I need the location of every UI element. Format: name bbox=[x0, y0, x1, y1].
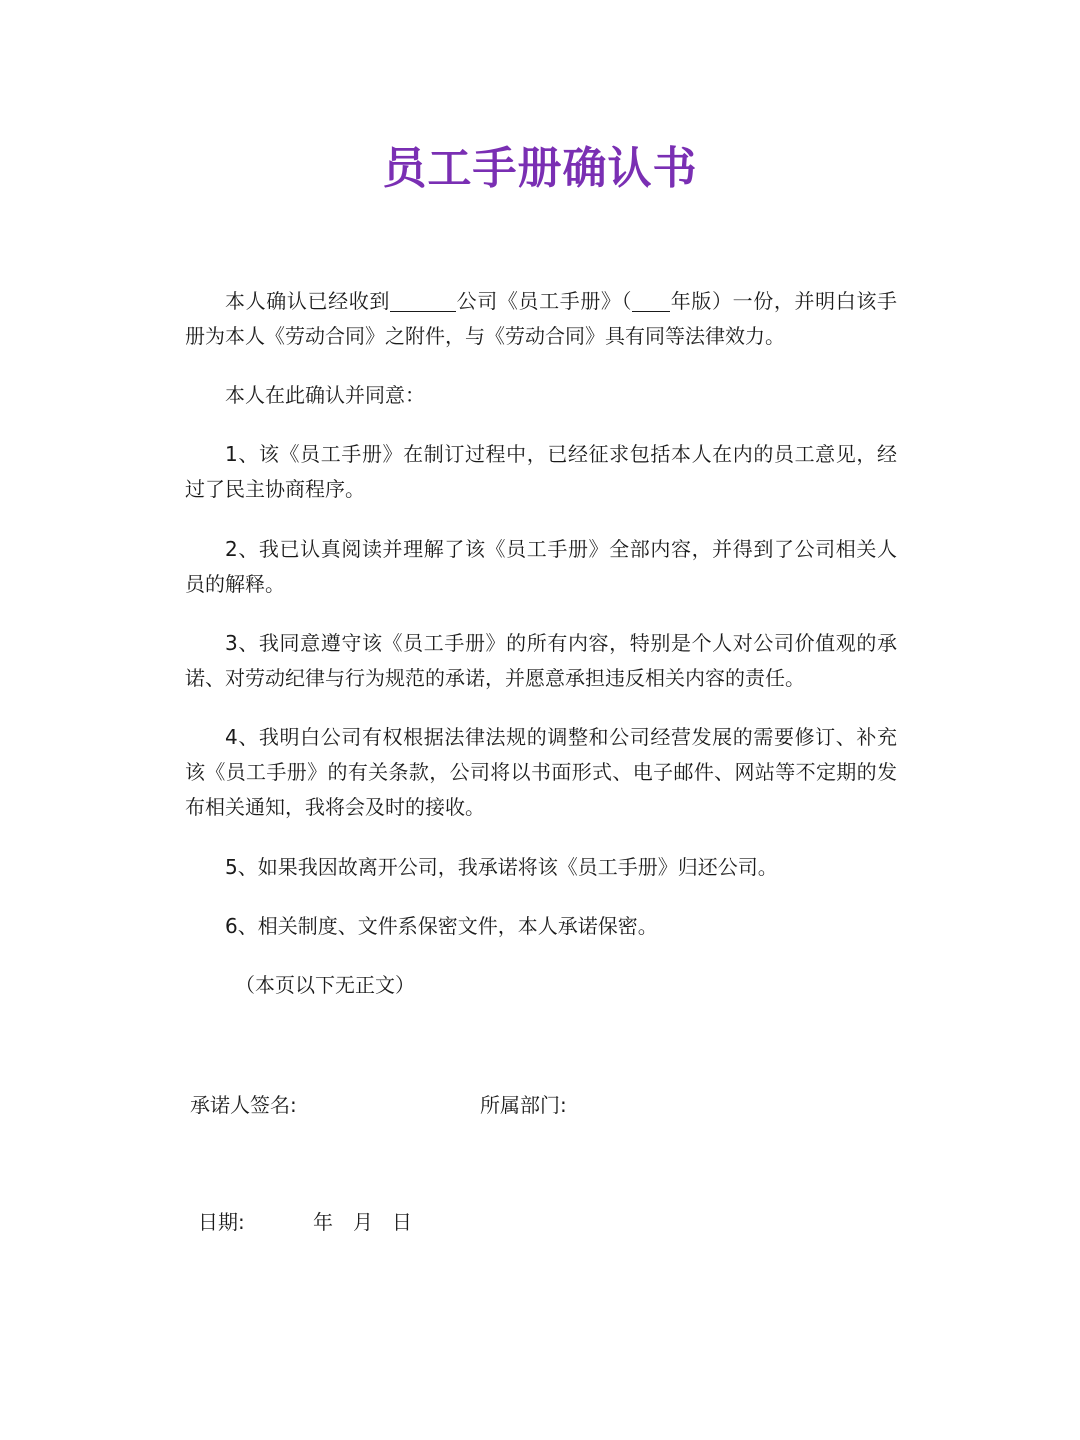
item-6: 6、相关制度、文件系保密文件，本人承诺保密。 bbox=[225, 914, 658, 938]
date-year: 年 bbox=[313, 1210, 333, 1234]
item-4: 4、我明白公司有权根据法律法规的调整和公司经营发展的需要修订、补充该《员工手册》的有关条款，公司将以书面形式、电子邮件、网站等不定期的发布相关通知，我将会及时的接收。 bbox=[185, 725, 897, 819]
date-label: 日期: bbox=[198, 1210, 245, 1234]
item-1: 1、该《员工手册》在制订过程中，已经征求包括本人在内的员工意见，经过了民主协商程序。 bbox=[185, 442, 897, 501]
year-blank bbox=[632, 289, 670, 312]
item-2: 2、我已认真阅读并理解了该《员工手册》全部内容，并得到了公司相关人员的解释。 bbox=[185, 537, 897, 596]
date-month: 月 bbox=[353, 1210, 373, 1234]
department-label: 所属部门: bbox=[480, 1093, 567, 1117]
end-note: （本页以下无正文） bbox=[235, 973, 415, 997]
date-day: 日 bbox=[392, 1210, 412, 1234]
intro-paragraph bbox=[185, 284, 897, 354]
intro-text-2: 公司《员工手册》（ bbox=[455, 289, 633, 313]
company-name-blank bbox=[390, 289, 456, 312]
intro-text-1: 本人确认已经收到 bbox=[225, 289, 390, 313]
page-title: 员工手册确认书 bbox=[382, 143, 698, 194]
confirm-heading: 本人在此确认并同意： bbox=[225, 383, 425, 407]
item-3: 3、我同意遵守该《员工手册》的所有内容，特别是个人对公司价值观的承诺、对劳动纪律与行为规范的承诺，并愿意承担违反相关内容的责任。 bbox=[185, 631, 897, 690]
signature-label: 承诺人签名: bbox=[190, 1093, 297, 1117]
intro-text-3: 年版）一份，并明白该手册为本人《劳动合同》之附件，与《劳动合同》具有同等法律效力。 bbox=[185, 289, 898, 348]
item-5: 5、如果我因故离开公司，我承诺将该《员工手册》归还公司。 bbox=[225, 855, 778, 879]
